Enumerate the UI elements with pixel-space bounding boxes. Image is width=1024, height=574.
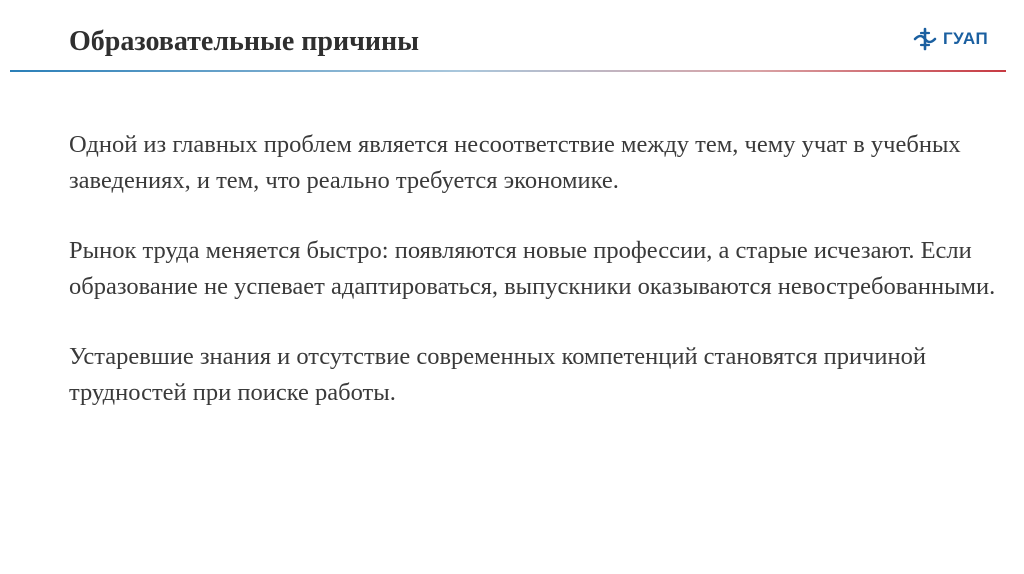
header-divider bbox=[10, 70, 1006, 72]
body-paragraph: Рынок труда меняется быстро: появляются новые профессии, а старые исчезают. Если образование не успевает адаптироваться, выпускники оказываются невостребованными. bbox=[69, 237, 996, 300]
guap-logo bbox=[912, 26, 988, 52]
logo-text: ГУАП bbox=[943, 29, 989, 48]
body-paragraph: Устаревшие знания и отсутствие современных компетенций становятся причиной трудностей при поиске работы. bbox=[69, 343, 926, 406]
slide-body bbox=[69, 127, 999, 445]
body-paragraph: Одной из главных проблем является несоответствие между тем, чему учат в учебных заведениях, и тем, что реально требуется экономике. bbox=[69, 131, 961, 194]
guap-emblem-icon bbox=[912, 26, 938, 52]
slide-title: Образовательные причины bbox=[69, 26, 420, 57]
